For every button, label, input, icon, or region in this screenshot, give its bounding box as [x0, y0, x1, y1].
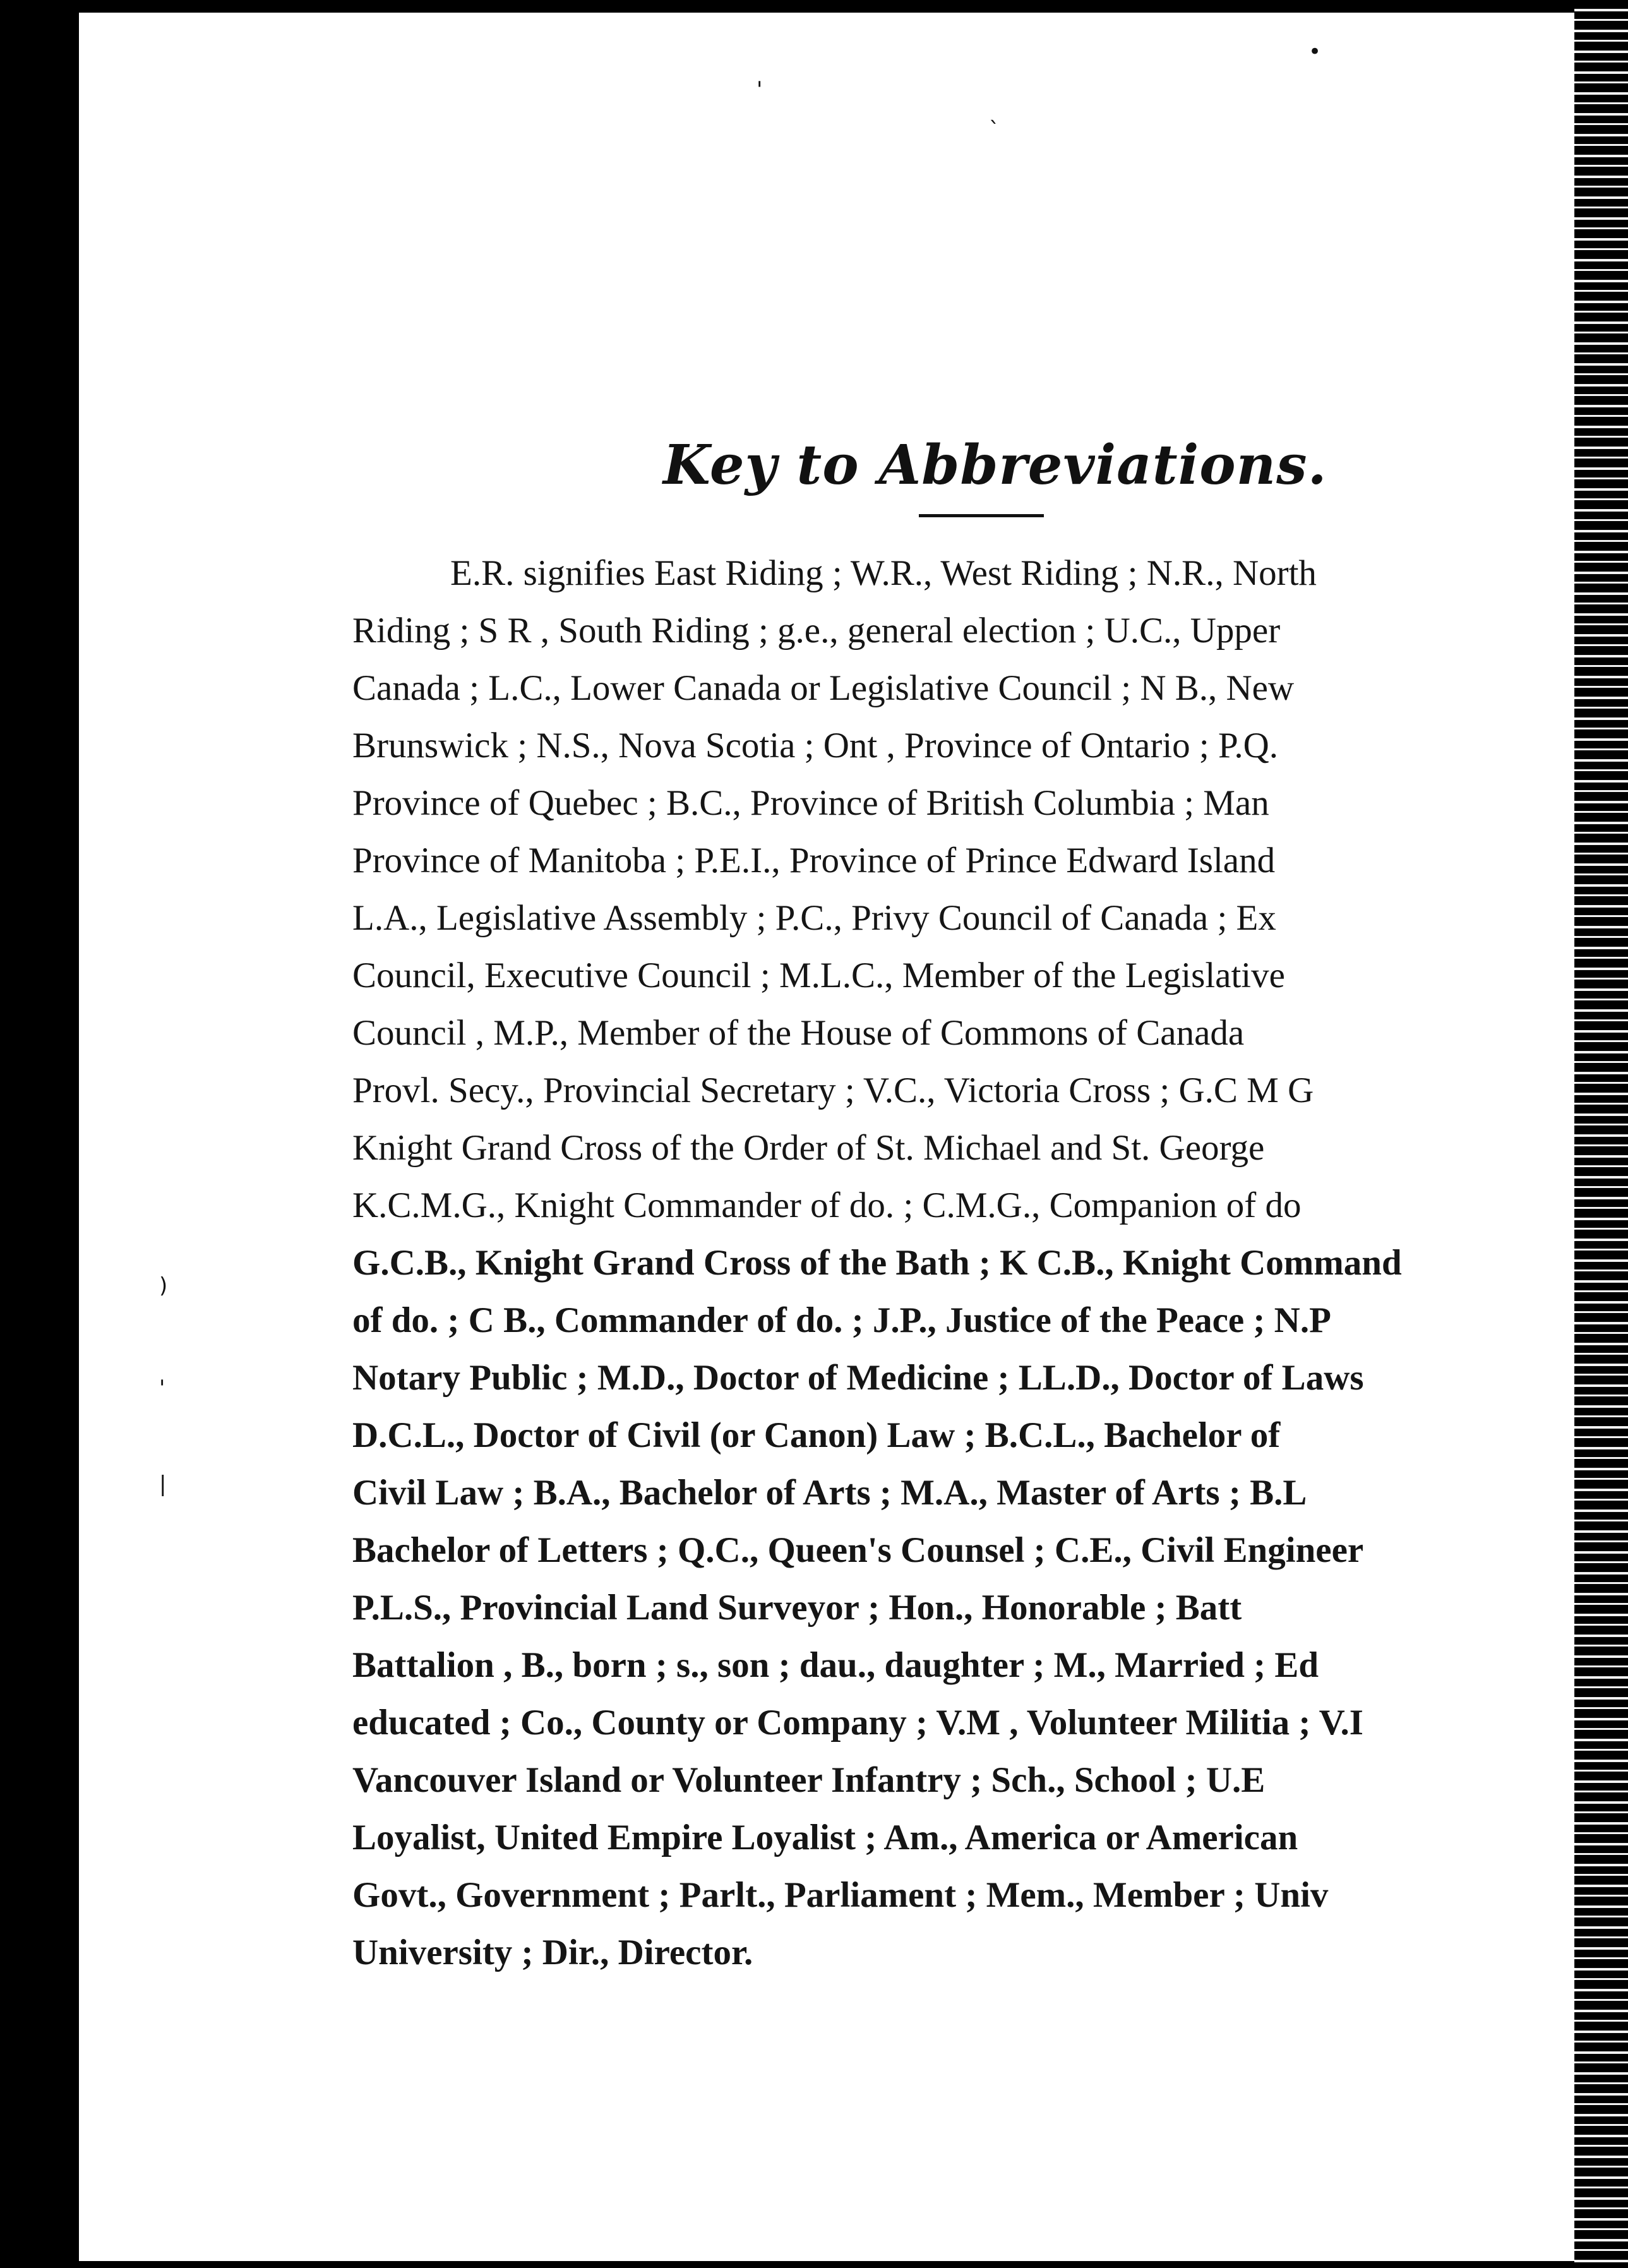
abbreviation-line: D.C.L., Doctor of Civil (or Canon) Law ; B.C.L., Bachelor of	[352, 1415, 1281, 1455]
speck-mark: `	[989, 117, 1000, 143]
abbreviation-line: P.L.S., Provincial Land Surveyor ; Hon., Honorable ; Batt	[352, 1588, 1242, 1628]
speck-mark: )	[159, 1273, 168, 1299]
scanned-edge-noise	[1574, 0, 1628, 2268]
page-title: Key to Abbreviations.	[663, 433, 1327, 497]
abbreviation-line: Knight Grand Cross of the Order of St. Michael and St. George	[352, 1128, 1265, 1168]
abbreviation-line: Vancouver Island or Volunteer Infantry ; Sch., School ; U.E	[352, 1760, 1266, 1800]
abbreviation-line: K.C.M.G., Knight Commander of do. ; C.M.G., Companion of do	[352, 1185, 1302, 1225]
speck-mark: |	[159, 1472, 167, 1497]
speck-mark: •	[1308, 39, 1322, 64]
abbreviation-line: Province of Manitoba ; P.E.I., Province of Prince Edward Island	[352, 841, 1276, 880]
abbreviation-line: Notary Public ; M.D., Doctor of Medicine ; LL.D., Doctor of Laws	[352, 1358, 1364, 1398]
abbreviation-line: Loyalist, United Empire Loyalist ; Am., America or American	[352, 1818, 1298, 1857]
abbreviation-list	[352, 544, 1577, 1981]
abbreviation-line: Brunswick ; N.S., Nova Scotia ; Ont , Province of Ontario ; P.Q.	[352, 726, 1279, 765]
abbreviation-line: of do. ; C B., Commander of do. ; J.P., Justice of the Peace ; N.P	[352, 1300, 1331, 1340]
abbreviation-line: Civil Law ; B.A., Bachelor of Arts ; M.A., Master of Arts ; B.L	[352, 1473, 1307, 1513]
abbreviation-line: Govt., Government ; Parlt., Parliament ; Mem., Member ; Univ	[352, 1875, 1329, 1915]
speck-mark: '	[757, 77, 763, 102]
abbreviation-line: Battalion , B., born ; s., son ; dau., daughter ; M., Married ; Ed	[352, 1645, 1319, 1685]
abbreviation-line: educated ; Co., County or Company ; V.M , Volunteer Militia ; V.I	[352, 1703, 1363, 1743]
abbreviation-line: Province of Quebec ; B.C., Province of British Columbia ; Man	[352, 783, 1269, 823]
abbreviation-line: E.R. signifies East Riding ; W.R., West Riding ; N.R., North	[450, 553, 1317, 593]
abbreviation-line: Provl. Secy., Provincial Secretary ; V.C., Victoria Cross ; G.C M G	[352, 1071, 1314, 1110]
abbreviation-line: Council, Executive Council ; M.L.C., Member of the Legislative	[352, 956, 1285, 995]
abbreviation-line: G.C.B., Knight Grand Cross of the Bath ; K C.B., Knight Command	[352, 1243, 1402, 1283]
abbreviation-line: Bachelor of Letters ; Q.C., Queen's Counsel ; C.E., Civil Engineer	[352, 1530, 1364, 1570]
abbreviation-line: L.A., Legislative Assembly ; P.C., Privy Council of Canada ; Ex	[352, 898, 1276, 938]
abbreviation-line: Canada ; L.C., Lower Canada or Legislative Council ; N B., New	[352, 668, 1295, 708]
title-divider	[919, 514, 1044, 517]
abbreviation-line: Riding ; S R , South Riding ; g.e., general election ; U.C., Upper	[352, 611, 1281, 651]
abbreviation-line: Council , M.P., Member of the House of Commons of Canada	[352, 1013, 1245, 1053]
abbreviation-line: University ; Dir., Director.	[352, 1933, 753, 1972]
speck-mark: '	[159, 1376, 165, 1401]
